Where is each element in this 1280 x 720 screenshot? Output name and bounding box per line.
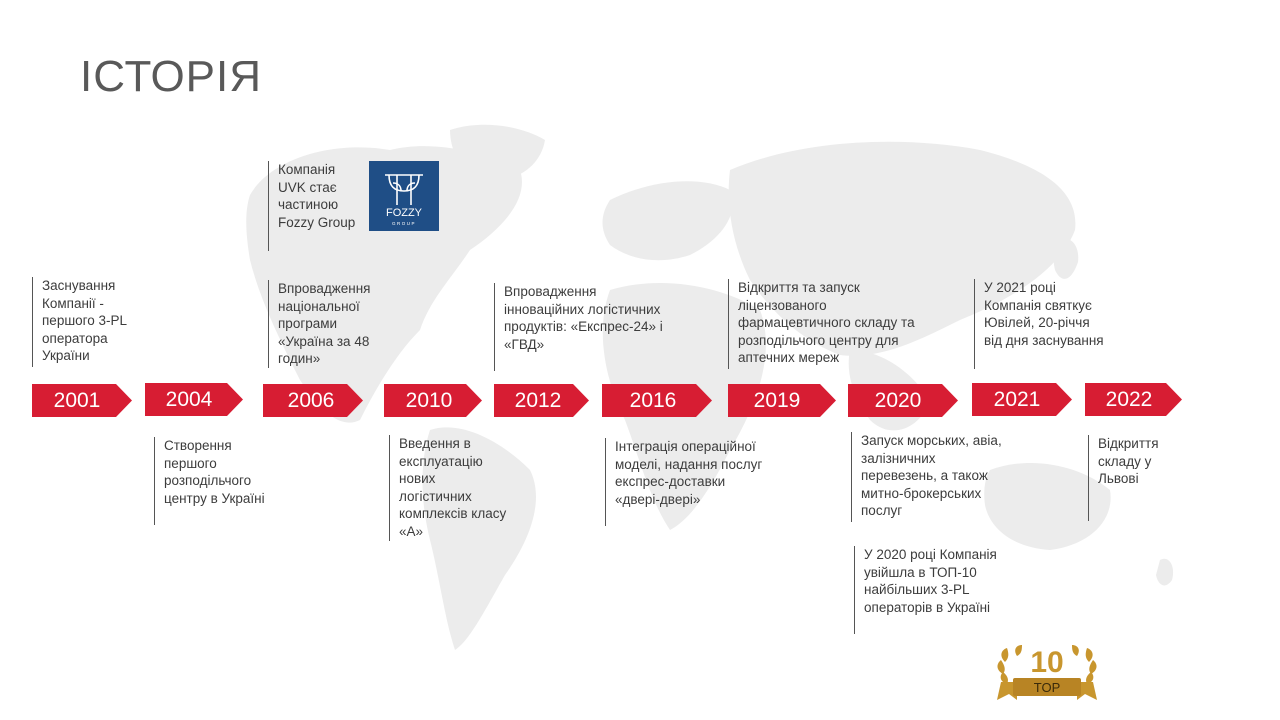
event-2006-fozzy: Компанія UVK стає частиною Fozzy Group xyxy=(268,161,366,251)
year-label: 2021 xyxy=(993,388,1041,411)
event-2019: Відкриття та запуск ліцензованого фармацевтичного складу та розподільчого центру для аптечних мереж xyxy=(728,279,923,369)
year-label: 2019 xyxy=(753,389,801,412)
year-label: 2010 xyxy=(405,389,453,412)
year-label: 2001 xyxy=(53,389,101,412)
year-2021 xyxy=(972,383,1072,416)
event-2012: Впровадження інноваційних логістичних продуктів: «Експрес-24» і «ГВД» xyxy=(494,283,664,371)
top10-number: 10 xyxy=(1030,646,1064,679)
year-2010 xyxy=(384,384,482,417)
top10-label: TOP xyxy=(1033,680,1061,695)
event-2022: Відкриття складу у Львові xyxy=(1088,435,1188,521)
event-2016: Інтеграція операційної моделі, надання послуг експрес-доставки «двері-двері» xyxy=(605,438,765,526)
fozzy-group-logo xyxy=(369,161,439,231)
event-2001: Заснування Компанії - першого 3-PL оператора України xyxy=(32,277,150,367)
year-label: 2020 xyxy=(874,389,922,412)
page-title: ІСТОРІЯ xyxy=(80,52,263,101)
top10-badge xyxy=(995,642,1099,704)
year-label: 2004 xyxy=(165,388,213,411)
event-2006: Впровадження національної програми «Україна за 48 годин» xyxy=(268,280,388,368)
event-2020-top10: У 2020 році Компанія увійшла в ТОП-10 найбільших 3-PL операторів в Україні xyxy=(854,546,1014,634)
year-label: 2006 xyxy=(287,389,335,412)
year-label: 2012 xyxy=(514,389,562,412)
event-2021: У 2021 році Компанія святкує Ювілей, 20-річчя від дня заснування xyxy=(974,279,1109,369)
year-2006 xyxy=(263,384,363,417)
event-2010: Введення в експлуатацію нових логістичних комплексів класу «А» xyxy=(389,435,509,541)
year-2012 xyxy=(494,384,589,417)
year-label: 2016 xyxy=(629,389,677,412)
year-2016 xyxy=(602,384,712,417)
year-2020 xyxy=(848,384,958,417)
year-2022 xyxy=(1085,383,1182,416)
fozzy-logo-text: FOZZY xyxy=(385,207,423,219)
year-2001 xyxy=(32,384,132,417)
year-2019 xyxy=(728,384,836,417)
event-2020-transport: Запуск морських, авіа, залізничних перевезень, а також митно-брокерських послуг xyxy=(851,432,1011,522)
year-label: 2022 xyxy=(1105,388,1153,411)
fozzy-logo-subtext: GROUP xyxy=(391,221,417,226)
event-2004: Створення першого розподільчого центру в Україні xyxy=(154,437,269,525)
year-2004 xyxy=(145,383,243,416)
